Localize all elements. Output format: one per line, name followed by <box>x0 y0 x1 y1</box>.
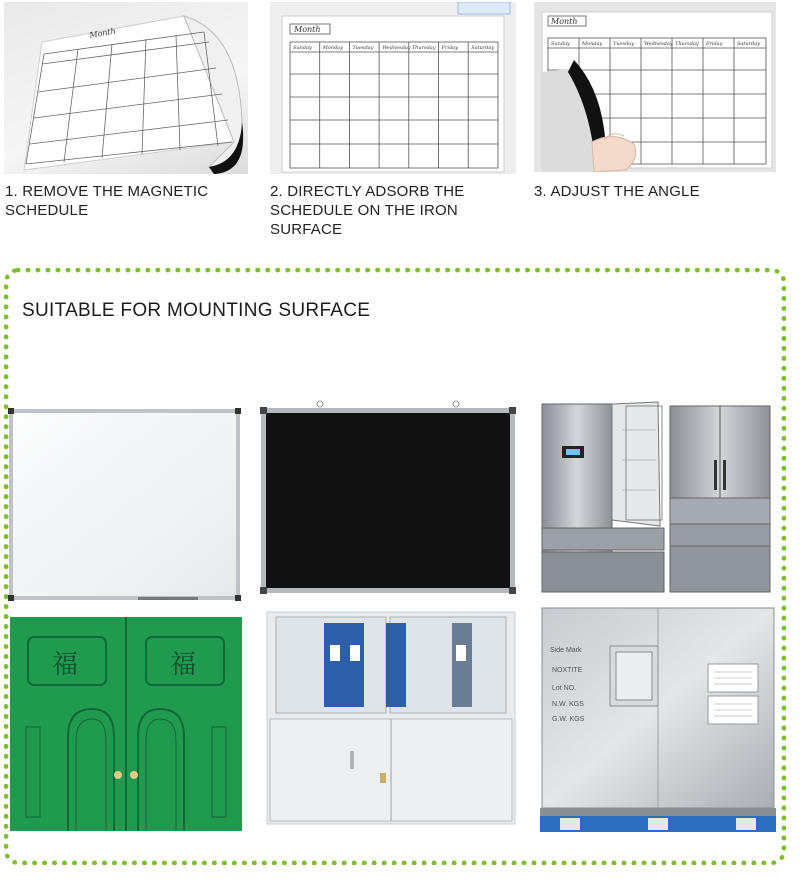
calendar-day-tuesday: Tuesday <box>613 41 635 47</box>
step-1-photo <box>4 2 248 174</box>
crate-label-gw: G.W. KGS <box>552 716 585 723</box>
calendar-day-monday: Monday <box>322 45 344 51</box>
step-3-caption: 3. ADJUST THE ANGLE <box>534 183 700 200</box>
step-2-photo <box>270 2 516 174</box>
crate-label-nw: N.W. KGS <box>552 701 584 708</box>
whiteboard-photo <box>8 408 241 603</box>
calendar-day-tuesday: Tuesday <box>352 45 374 51</box>
calendar-day-saturday: Saturday <box>737 41 761 47</box>
calendar-day-thursday: Thursday <box>675 41 699 47</box>
calendar-day-monday: Monday <box>582 41 603 47</box>
crate-label-lot: Lot NO. <box>552 685 577 692</box>
calendar-day-wednesday: Wednesday <box>382 45 411 51</box>
green-door-photo <box>10 617 242 831</box>
calendar-month-label: Month <box>88 26 117 40</box>
calendar-day-sunday: Sunday <box>551 41 570 47</box>
metal-crate-photo <box>540 606 776 832</box>
calendar-month-label-2: Month <box>294 25 321 34</box>
step-3-photo <box>534 2 776 172</box>
refrigerators-photo <box>540 400 775 594</box>
door-character-right: 福 <box>170 650 197 680</box>
calendar-day-friday: Friday <box>441 45 458 51</box>
step-1-caption: 1. REMOVE THE MAGNETIC SCHEDULE <box>5 183 209 219</box>
calendar-day-thursday: Thursday <box>411 45 436 51</box>
filing-cabinet-photo <box>266 611 516 825</box>
section-title: SUITABLE FOR MOUNTING SURFACE <box>22 300 371 321</box>
calendar-day-saturday: Saturday <box>471 45 495 51</box>
crate-label-side-mark: Side Mark <box>550 647 582 654</box>
door-character-left: 福 <box>52 650 79 680</box>
crate-label-brand: NOXTITE <box>552 667 583 674</box>
calendar-day-sunday: Sunday <box>293 45 312 51</box>
blackboard-photo <box>260 400 516 595</box>
calendar-day-friday: Friday <box>706 41 723 47</box>
calendar-day-wednesday: Wednesday <box>644 41 673 47</box>
calendar-month-label-3: Month <box>551 17 578 26</box>
step-2-caption: 2. DIRECTLY ADSORB THE SCHEDULE ON THE IRON SURFACE <box>270 183 465 238</box>
